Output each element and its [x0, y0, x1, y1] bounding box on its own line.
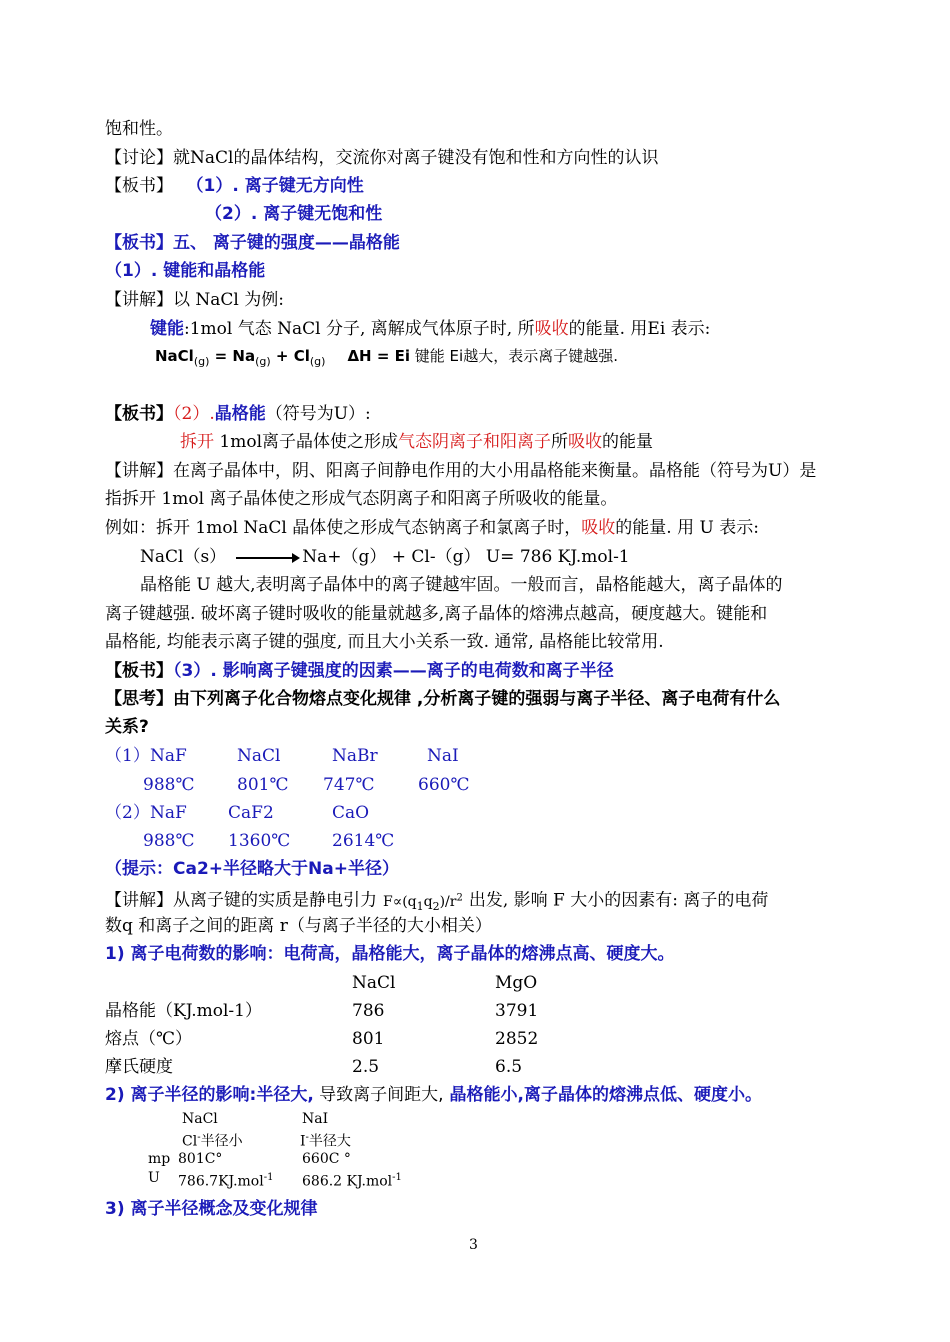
text-span: 出发, 影响 F 大小的因素有: 离子的电荷: [468, 890, 769, 911]
text-span: 半径大: [308, 1133, 351, 1150]
text-span: 1mol离子晶体使之形成: [214, 432, 399, 452]
text-span: 导致离子间距大,: [313, 1085, 444, 1105]
table-1-header: MgO: [495, 973, 538, 993]
text-line: 饱和性。: [105, 119, 173, 139]
board-line-factors: [105, 660, 614, 682]
split-term: 拆开: [180, 432, 214, 452]
coulomb-formula: [383, 892, 463, 913]
board-line: [105, 175, 364, 197]
paragraph-line: 晶格能, 均能表示离子键的强度, 而且大小关系一致. 通常, 晶格能比较常用.: [105, 632, 664, 652]
table-2-header: NaI: [302, 1111, 329, 1127]
text-span: 786.7KJ.mol: [178, 1173, 264, 1190]
paragraph-line: 晶格能 U 越大,表明离子晶体中的离子键越牢固。一般而言，晶格能越大，离子晶体的: [140, 575, 783, 595]
formula-left: NaCl（s）: [140, 547, 227, 567]
series-1-compound: NaCl: [237, 746, 281, 766]
table-1-row-label: 晶格能（KJ.mol-1）: [105, 1001, 262, 1021]
paragraph-line: 离子键越强. 破坏离子键时吸收的能量就越多,离子晶体的熔沸点越高，硬度越大。键能和: [105, 604, 768, 624]
board-tag: 【板书】: [105, 176, 173, 196]
board-tag: 【板书】: [105, 661, 173, 681]
board-item-2: （2）. 离子键无饱和性: [205, 204, 383, 224]
series-1-mp: 660℃: [418, 775, 470, 795]
think-line: 【思考】由下列离子化合物熔点变化规律 ,分析离子键的强弱与离子半径、离子电荷有什么: [105, 689, 781, 709]
item-number: （2）.: [173, 404, 215, 424]
formula-part: F∝(q: [383, 893, 417, 910]
series-1-mp: 801℃: [237, 775, 289, 795]
series-2-compound: NaF: [150, 803, 187, 823]
text-span: 的能量. 用Ei 表示:: [568, 319, 711, 339]
table-1-cell: 3791: [495, 1001, 539, 1021]
series-1-compound: NaI: [427, 746, 459, 766]
table-2-cell: [182, 1129, 243, 1151]
table-2-cell: [300, 1129, 351, 1151]
point-2-heading: [105, 1084, 762, 1106]
table-2-row-label: mp: [148, 1151, 171, 1167]
table-1-cell: 801: [352, 1029, 385, 1049]
state-sub: (g): [309, 355, 326, 368]
formula-nacl: NaCl: [155, 347, 194, 365]
explain-line: 数q 和离子之间的距离 r（与离子半径的大小相关）: [105, 916, 492, 936]
explain-line: 【讲解】在离子晶体中，阴、阳离子间静电作用的大小用晶格能来衡量。晶格能（符号为U）是: [105, 461, 817, 481]
series-1-mp: 747℃: [323, 775, 375, 795]
table-2-cell: 801C°: [178, 1151, 223, 1167]
explain-line: 【讲解】以 NaCl 为例:: [105, 290, 284, 310]
board-line-lattice: [105, 403, 371, 425]
state-sub: (g): [255, 355, 271, 368]
formula-na: = Na: [209, 347, 256, 365]
think-line: 关系?: [105, 717, 149, 737]
text-span: :1mol 气态 NaCl 分子, 离解成气体原子时, 所: [184, 319, 535, 339]
lattice-energy-term: 晶格能: [214, 404, 266, 424]
table-2-cell: [178, 1169, 273, 1191]
explain-line: 指拆开 1mol 离子晶体使之形成气态阴离子和阳离子所吸收的能量。: [105, 489, 618, 509]
formula-part: q: [423, 893, 433, 910]
lattice-equation: [140, 546, 630, 568]
series-2-mp: 1360℃: [228, 831, 291, 851]
formula-right: Na+（g） + Cl-（g） U= 786 KJ.mol-1: [302, 547, 630, 567]
absorb-term: 吸收: [568, 432, 603, 452]
table-1-row-label: 熔点（℃）: [105, 1029, 193, 1049]
subsection-heading: （1）. 键能和晶格能: [105, 261, 266, 281]
table-1-cell: 2852: [495, 1029, 539, 1049]
formula-sup: 2: [456, 892, 463, 903]
text-span: （符号为U）:: [265, 404, 371, 424]
bond-energy-definition: [150, 318, 710, 340]
table-1-row-label: 摩氏硬度: [105, 1057, 173, 1077]
charge-sup: -: [305, 1132, 309, 1143]
formula-cl: + Cl: [270, 347, 310, 365]
series-2-compound: CaF2: [228, 803, 274, 823]
formula-sub: 2: [432, 899, 440, 913]
formula-sub: 1: [416, 899, 424, 913]
board-item-1: （1）. 离子键无方向性: [195, 176, 364, 196]
text-span: 686.2 KJ.mol: [302, 1173, 393, 1190]
bond-energy-equation: [155, 345, 618, 373]
gaseous-ions-term: 气态阴离子和阳离子: [398, 432, 552, 452]
series-2-mp: 2614℃: [332, 831, 395, 851]
absorb-term: 吸收: [534, 319, 569, 339]
text-span: 的能量: [602, 432, 654, 452]
explain-line: [105, 887, 768, 917]
example-line: [105, 517, 759, 539]
bond-energy-term: 键能: [150, 319, 184, 339]
text-span: 所: [551, 432, 569, 452]
series-1-label: （1）: [105, 746, 150, 766]
table-2-cell: [302, 1169, 402, 1191]
reaction-arrow-icon: [236, 557, 298, 559]
series-2-compound: CaO: [332, 803, 370, 823]
formula-part: )/r: [439, 893, 457, 910]
equation-note: 键能 Ei越大，表示离子键越强.: [410, 347, 618, 365]
board-tag: 【板书】: [105, 404, 173, 424]
table-1-cell: 786: [352, 1001, 385, 1021]
hint-line: （提示：Ca2+半径略大于Na+半径）: [105, 859, 399, 879]
charge-sup: -: [197, 1132, 201, 1143]
point-1-heading: 1) 离子电荷数的影响：电荷高，晶格能大，离子晶体的熔沸点高、硬度大。: [105, 944, 675, 964]
absorb-term: 吸收: [581, 518, 616, 538]
table-2-header: NaCl: [182, 1111, 218, 1127]
table-2-row-label: U: [148, 1170, 160, 1186]
series-1-compound: NaF: [150, 746, 187, 766]
text-span: 的能量. 用 U 表示:: [615, 518, 759, 538]
delta-h: ΔH = Ei: [347, 347, 411, 365]
lattice-definition: [180, 431, 653, 453]
text-span: I: [300, 1133, 306, 1150]
point-3-heading: 3) 离子半径概念及变化规律: [105, 1199, 318, 1219]
text-span: Cl: [182, 1133, 198, 1150]
series-1-mp: 988℃: [143, 775, 195, 795]
text-span: 【讲解】从离子键的实质是静电引力: [105, 890, 377, 911]
table-1-cell: 6.5: [495, 1057, 523, 1077]
unit-sup: -1: [263, 1172, 274, 1183]
text-span: 半径小: [200, 1133, 243, 1150]
text-span: 例如：拆开 1mol NaCl 晶体使之形成气态钠离子和氯离子时，: [105, 518, 582, 538]
section-heading: 【板书】五、 离子键的强度——晶格能: [105, 233, 400, 253]
text-span: 晶格能小,离子晶体的熔沸点低、硬度小。: [443, 1085, 762, 1105]
table-1-header: NaCl: [352, 973, 396, 993]
factors-heading: （3）. 影响离子键强度的因素——离子的电荷数和离子半径: [173, 661, 614, 681]
discussion-line: 【讨论】就NaCl的晶体结构，交流你对离子键没有饱和性和方向性的认识: [105, 148, 659, 168]
unit-sup: -1: [392, 1172, 402, 1183]
table-2-cell: 660C °: [302, 1151, 351, 1167]
series-2-mp: 988℃: [143, 831, 195, 851]
table-1-cell: 2.5: [352, 1057, 380, 1077]
page-number: 3: [469, 1237, 478, 1253]
series-2-label: （2）: [105, 803, 150, 823]
state-sub: (g): [193, 355, 210, 368]
series-1-compound: NaBr: [332, 746, 378, 766]
text-span: 2) 离子半径的影响:半径大,: [105, 1085, 314, 1105]
